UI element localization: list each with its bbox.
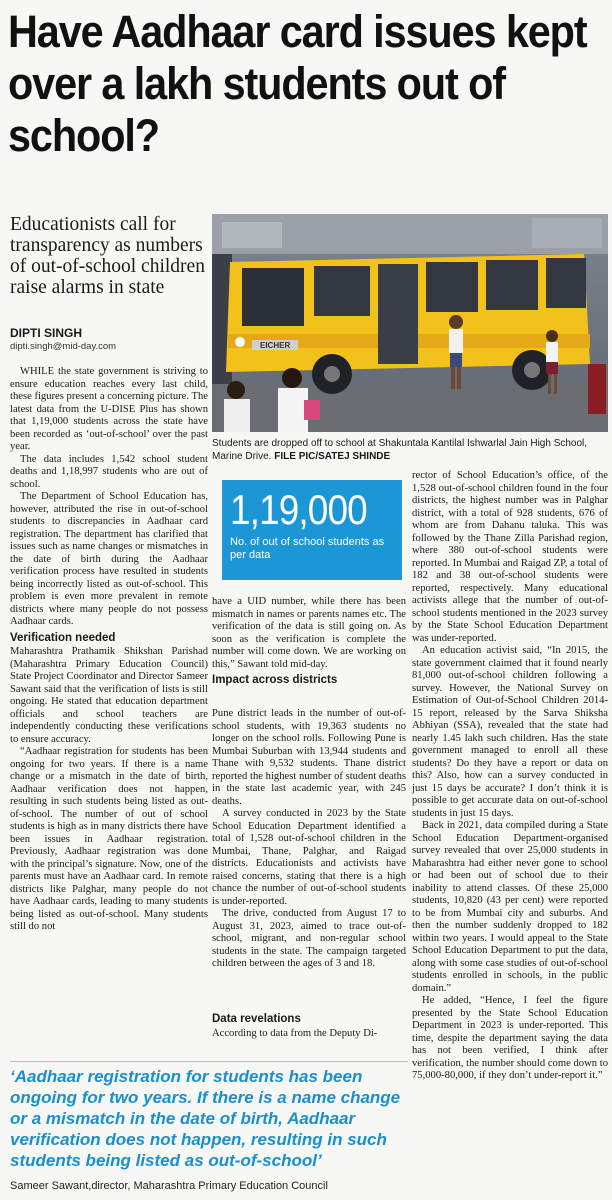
paragraph: rector of School Education’s office, of the 1,528 out-of-school children found in the four districts, the highest number was in Palghar district, with a total of 928 students, 676 of whom are from Dahanu taluka. This was followed by the Thane Zilla Parishad region, where 380 out-of-school students were reported. In Mumbai and Raigad ZP, a total of 182 and 38 out-of-school students were reported, respectively. Many educational activists allege that the number of out-of-school students mentioned in the 2023 survey by the State School Education Department was under-reported. xyxy=(412,470,608,644)
paragraph: Pune district leads in the number of out-of-school students, with 19,363 students no longer on the school rolls. Following Pune is Mumbai Suburban with 13,944 students and Thane with 9,532 students. Thane district reported the highest number of student deaths in the state last academic year, with 245 deaths. xyxy=(212,708,406,807)
standfirst: Educationists call for transparency as numbers of out-of-school children raise alarms in state xyxy=(10,214,205,298)
caption-text: Students are dropped off to school at Shakuntala Kantilal Ishwarlal Jain High School, Marine Drive. xyxy=(212,438,588,462)
photo-caption xyxy=(212,437,608,463)
stat-box xyxy=(222,480,402,580)
paragraph: The drive, conducted from August 17 to August 31, 2023, aimed to trace out-of-school, migrant, and non-regular school students in the state. The campaign targeted children between the ages of 3 and 18. xyxy=(212,908,406,969)
byline-name: DIPTI SINGH xyxy=(10,326,83,340)
paragraph: The data includes 1,542 school student deaths and 1,18,997 students who are out of school. xyxy=(10,453,208,490)
column-2-data-revelations xyxy=(212,1010,406,1040)
paragraph: have a UID number, while there has been mismatch in names or parents names etc. The verification of the data is still going on. As soon as the verification is complete the number will come down. We are working on this,” Sawant told mid-day. xyxy=(212,596,406,670)
stat-number: 1,19,000 xyxy=(230,486,367,533)
paragraph: Maharashtra Prathamik Shikshan Parishad (Maharashtra Primary Education Council) State Project Coordinator and Director Sameer Sawant said that the verification of lists is still ongoing. He stated that education department officials and school teachers are independently conducting these verifications to ensure accuracy. xyxy=(10,646,208,745)
pull-quote-attribution: Sameer Sawant,director, Maharashtra Primary Education Council xyxy=(10,1180,328,1192)
bus-text: EICHER xyxy=(260,341,291,350)
paragraph: The Department of School Education has, however, attributed the rise in out-of-school students to discrepancies in Aadhaar card registration. The department has clarified that issues such as name changes or mismatches in the date of birth during the Aadhaar verification process have resulted in students being incorrectly listed as out-of-school. This problem is even more prevalent in remote districts where many people do not possess Aadhaar cards. xyxy=(10,491,208,627)
headline: Have Aadhaar card issues kept over a lakh students out of school? xyxy=(8,6,587,161)
paragraph: According to data from the Deputy Di- xyxy=(212,1027,378,1039)
photo-credit: FILE PIC/SATEJ SHINDE xyxy=(274,451,391,462)
column-2 xyxy=(212,596,406,689)
paragraph: Back in 2021, data compiled during a State School Education Department-organised survey revealed that over 25,000 students in Maharashtra had either never gone to school or had been out of school due to their inability to attend classes. Of these 25,000 students, 10,820 (43 per cent) were reported to be from Mumbai city and suburbs. And then the number suddenly dropped to 182 within two years. I would appeal to the State School Education Department to put the data, along with some case studies of out-of-school students enrolled in schools, in the public domain.” xyxy=(412,820,608,994)
news-photo xyxy=(212,214,608,432)
school-bus-illustration xyxy=(212,214,608,432)
paragraph: WHILE the state government is striving to ensure education reaches every last child, these figures present a concerning picture. The latest data from the U-DISE Plus has shown that 1,19,000 students across the state have been recorded as ‘out-of-school’ over the past year. xyxy=(10,366,208,452)
paragraph: An education activist said, “In 2015, the state government claimed that it found nearly 81,000 out-of-school children following a survey. However, the National Survey on Estimation of Out-of-School Children 2014-15 report, released by the Sarva Shiksha Abhiyan (SSA), revealed that the state had nearly 1.45 lakh such children. Has the state government managed to enroll all these students? Do they have a report or data on this? Also, how can a survey conducted in just 15 days be accurate? I don’t think it is possible to get accurate data on out-of-school students in just 15 days. xyxy=(412,645,608,819)
column-2-continued xyxy=(212,708,406,971)
paragraph: A survey conducted in 2023 by the State School Education Department identified a total of 1,528 out-of-school children in the Mumbai, Thane, Palghar, and Raigad districts. Educationists and activists have raised concerns, stating that there is a high chance the number of out-of-school students is under-reported. xyxy=(212,808,406,907)
stat-label: No. of out of school students as per data xyxy=(230,536,385,561)
subhead-verification: Verification needed xyxy=(10,631,116,644)
subhead-impact: Impact across districts xyxy=(212,674,338,686)
paragraph: He added, “Hence, I feel the figure presented by the State School Education Department in 2023 is under-reported. This time, despite the department saying the data has not been verified, I think after verification, the number should come down to 75,000-80,000, if they don’t under-report it.” xyxy=(412,995,608,1081)
column-1 xyxy=(10,366,208,934)
divider xyxy=(10,1061,408,1062)
byline-email[interactable]: dipti.singh@mid-day.com xyxy=(10,341,117,352)
column-3 xyxy=(412,470,608,1083)
subhead-data: Data revelations xyxy=(212,1013,301,1025)
paragraph: “Aadhaar registration for students has been ongoing for two years. If there is a name change or a mismatch in the date of birth, Aadhaar verification does not happen, resulting in such students being listed as out-of-school. The number of out of school students is high as in many districts there have been issues in Aadhaar registration. Previously, Aadhaar registration was done with the principal’s signature. Now, one of the parents must have an Aadhaar card. In remote districts like Palghar, many people do not have Aadhaar cards, leading to many students being listed as out-of-school. Many students still do not xyxy=(10,746,208,932)
pull-quote: ‘Aadhaar registration for students has been ongoing for two years. If there is a name change or a mismatch in the date of birth, Aadhaar verification does not happen, resulting in such students being listed as out-of-school’ xyxy=(10,1067,401,1170)
